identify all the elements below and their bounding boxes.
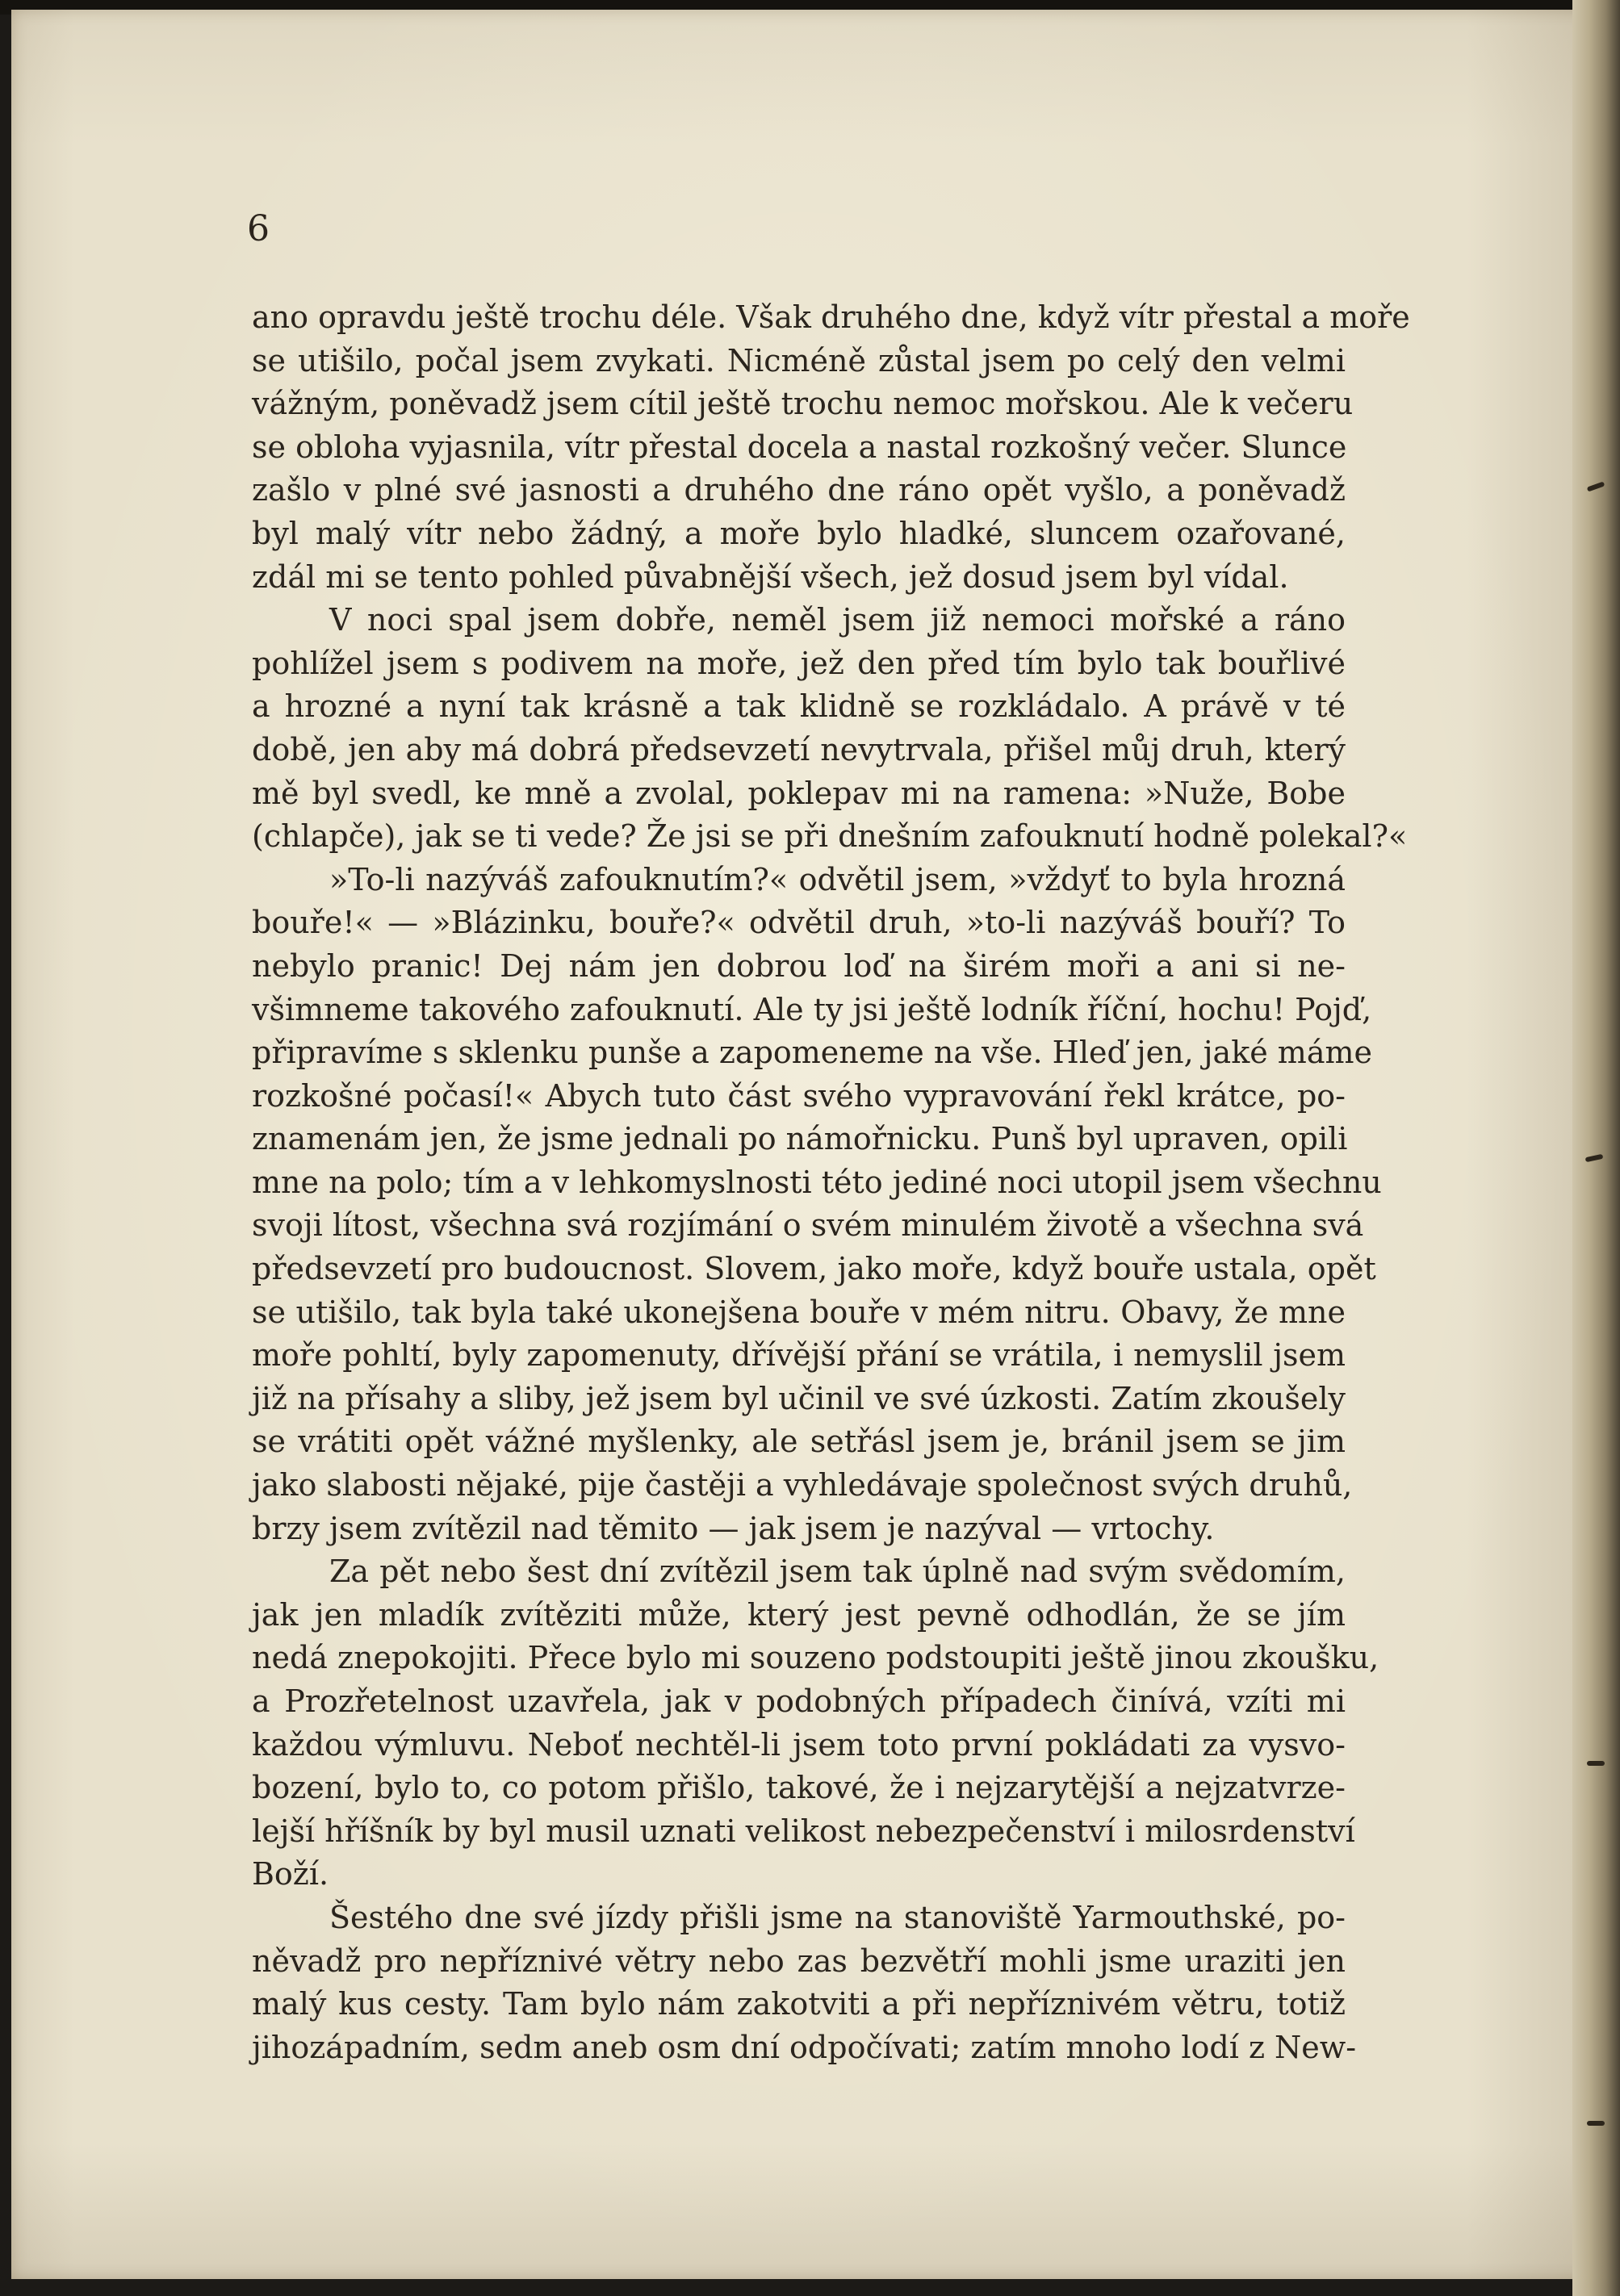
text-line: jako slabosti nějaké, pije častěji a vyhledávaje společnost svých druhů, — [252, 1467, 1353, 1503]
binding-thread-mark — [1585, 1154, 1604, 1162]
text-line: něvadž pro nepříznivé větry nebo zas bezvětří mohli jsme uraziti jen — [252, 1943, 1346, 1979]
text-line: bouře!« — »Blázinku, bouře?« odvětil druh, »to-li nazýváš bouří? To — [252, 905, 1346, 941]
text-line: znamenám jen, že jsme jednali po námořnicku. Punš byl upraven, opili — [252, 1121, 1348, 1157]
text-line: se utišilo, počal jsem zvykati. Nicméně zůstal jsem po celý den velmi — [252, 342, 1346, 378]
page-number: 6 — [247, 208, 270, 249]
paragraph — [252, 1550, 1379, 1897]
text-line: každou výmluvu. Neboť nechtěl-li jsem toto první pokládati za vysvo- — [252, 1726, 1346, 1763]
book-spine-edge — [1572, 0, 1620, 2296]
text-line: jak jen mladík zvítěziti může, který jest pevně odhodlán, že se jím — [252, 1596, 1346, 1633]
paragraph — [252, 1897, 1357, 2069]
text-line: nebylo pranic! Dej nám jen dobrou loď na širém moři a ani si ne- — [252, 947, 1346, 984]
text-line: době, jen aby má dobrá předsevzetí nevytrvala, přišel můj druh, který — [252, 731, 1346, 767]
text-line: a Prozřetelnost uzavřela, jak v podobných případech činívá, vzíti mi — [252, 1683, 1346, 1719]
text-line: (chlapče), jak se ti vede? Že jsi se při dnešním zafouknutí hodně polekal?« — [252, 818, 1408, 855]
text-line: se obloha vyjasnila, vítr přestal docela a nastal rozkošný večer. Slunce — [252, 429, 1347, 465]
text-line: vážným, poněvadž jsem cítil ještě trochu nemoc mořskou. Ale k večeru — [252, 386, 1354, 422]
book-page — [11, 10, 1593, 2279]
text-line: se vrátiti opět vážné myšlenky, ale setřásl jsem je, bránil jsem se jim — [252, 1424, 1346, 1460]
text-line: nedá znepokojiti. Přece bylo mi souzeno podstoupiti ještě jinou zkoušku, — [252, 1640, 1379, 1676]
binding-thread-mark — [1587, 481, 1605, 491]
text-line: všimneme takového zafouknutí. Ale ty jsi ještě lodník říční, hochu! Pojď, — [252, 991, 1372, 1027]
text-line: Boží. — [252, 1856, 329, 1892]
text-line: Šestého dne své jízdy přišli jsme na stanoviště Yarmouthské, po- — [329, 1899, 1346, 1935]
text-line: bození, bylo to, co potom přišlo, takové, že i nejzarytější a nejzatvrze- — [252, 1770, 1346, 1806]
text-line: mě byl svedl, ke mně a zvolal, poklepav mi na ramena: »Nuže, Bobe — [252, 775, 1346, 811]
body-text — [252, 296, 1410, 2069]
text-line: brzy jsem zvítězil nad těmito — jak jsem je nazýval — vrtochy. — [252, 1510, 1215, 1546]
text-line: ano opravdu ještě trochu déle. Však druhého dne, když vítr přestal a moře — [252, 299, 1410, 335]
text-line: pohlížel jsem s podivem na moře, jež den před tím bylo tak bouřlivé — [252, 645, 1346, 681]
paragraph — [252, 296, 1410, 599]
text-line: lejší hříšník by byl musil uznati velikost nebezpečenství i milosrdenství — [252, 1813, 1355, 1849]
text-line: rozkošné počasí!« Abych tuto část svého vypravování řekl krátce, po- — [252, 1077, 1346, 1114]
text-line: malý kus cesty. Tam bylo nám zakotviti a při nepříznivém větru, totiž — [252, 1986, 1346, 2022]
text-line: připravíme s sklenku punše a zapomeneme na vše. Hleď jen, jaké máme — [252, 1035, 1373, 1071]
text-line: »To-li nazýváš zafouknutím?« odvětil jsem, »vždyť to byla hrozná — [329, 861, 1346, 897]
text-line: Za pět nebo šest dní zvítězil jsem tak úplně nad svým svědomím, — [329, 1554, 1346, 1590]
text-line: mne na polo; tím a v lehkomyslnosti této jediné noci utopil jsem všechnu — [252, 1164, 1382, 1200]
text-line: již na přísahy a sliby, jež jsem byl učinil ve své úzkosti. Zatím zkoušely — [252, 1380, 1346, 1416]
text-line: předsevzetí pro budoucnost. Slovem, jako moře, když bouře ustala, opět — [252, 1251, 1376, 1287]
binding-thread-mark — [1587, 1761, 1605, 1766]
binding-thread-mark — [1587, 2121, 1605, 2126]
text-line: zašlo v plné své jasnosti a druhého dne ráno opět vyšlo, a poněvadž — [252, 472, 1346, 508]
text-line: moře pohltí, byly zapomenuty, dřívější přání se vrátila, i nemyslil jsem — [252, 1337, 1346, 1374]
text-line: jihozápadním, sedm aneb osm dní odpočívati; zatím mnoho lodí z New- — [252, 2029, 1357, 2065]
text-line: se utišilo, tak byla také ukonejšena bouře v mém nitru. Obavy, že mne — [252, 1294, 1346, 1330]
text-line: V noci spal jsem dobře, neměl jsem již nemoci mořské a ráno — [329, 602, 1346, 638]
paragraph — [252, 599, 1408, 859]
paragraph — [252, 859, 1382, 1551]
text-line: a hrozné a nyní tak krásně a tak klidně se rozkládalo. A právě v té — [252, 688, 1346, 725]
text-line: zdál mi se tento pohled půvabnější všech, jež dosud jsem byl vídal. — [252, 558, 1289, 595]
text-line: svoji lítost, všechna svá rozjímání o svém minulém životě a všechna svá — [252, 1207, 1364, 1244]
text-line: byl malý vítr nebo žádný, a moře bylo hladké, sluncem ozařované, — [252, 515, 1346, 551]
